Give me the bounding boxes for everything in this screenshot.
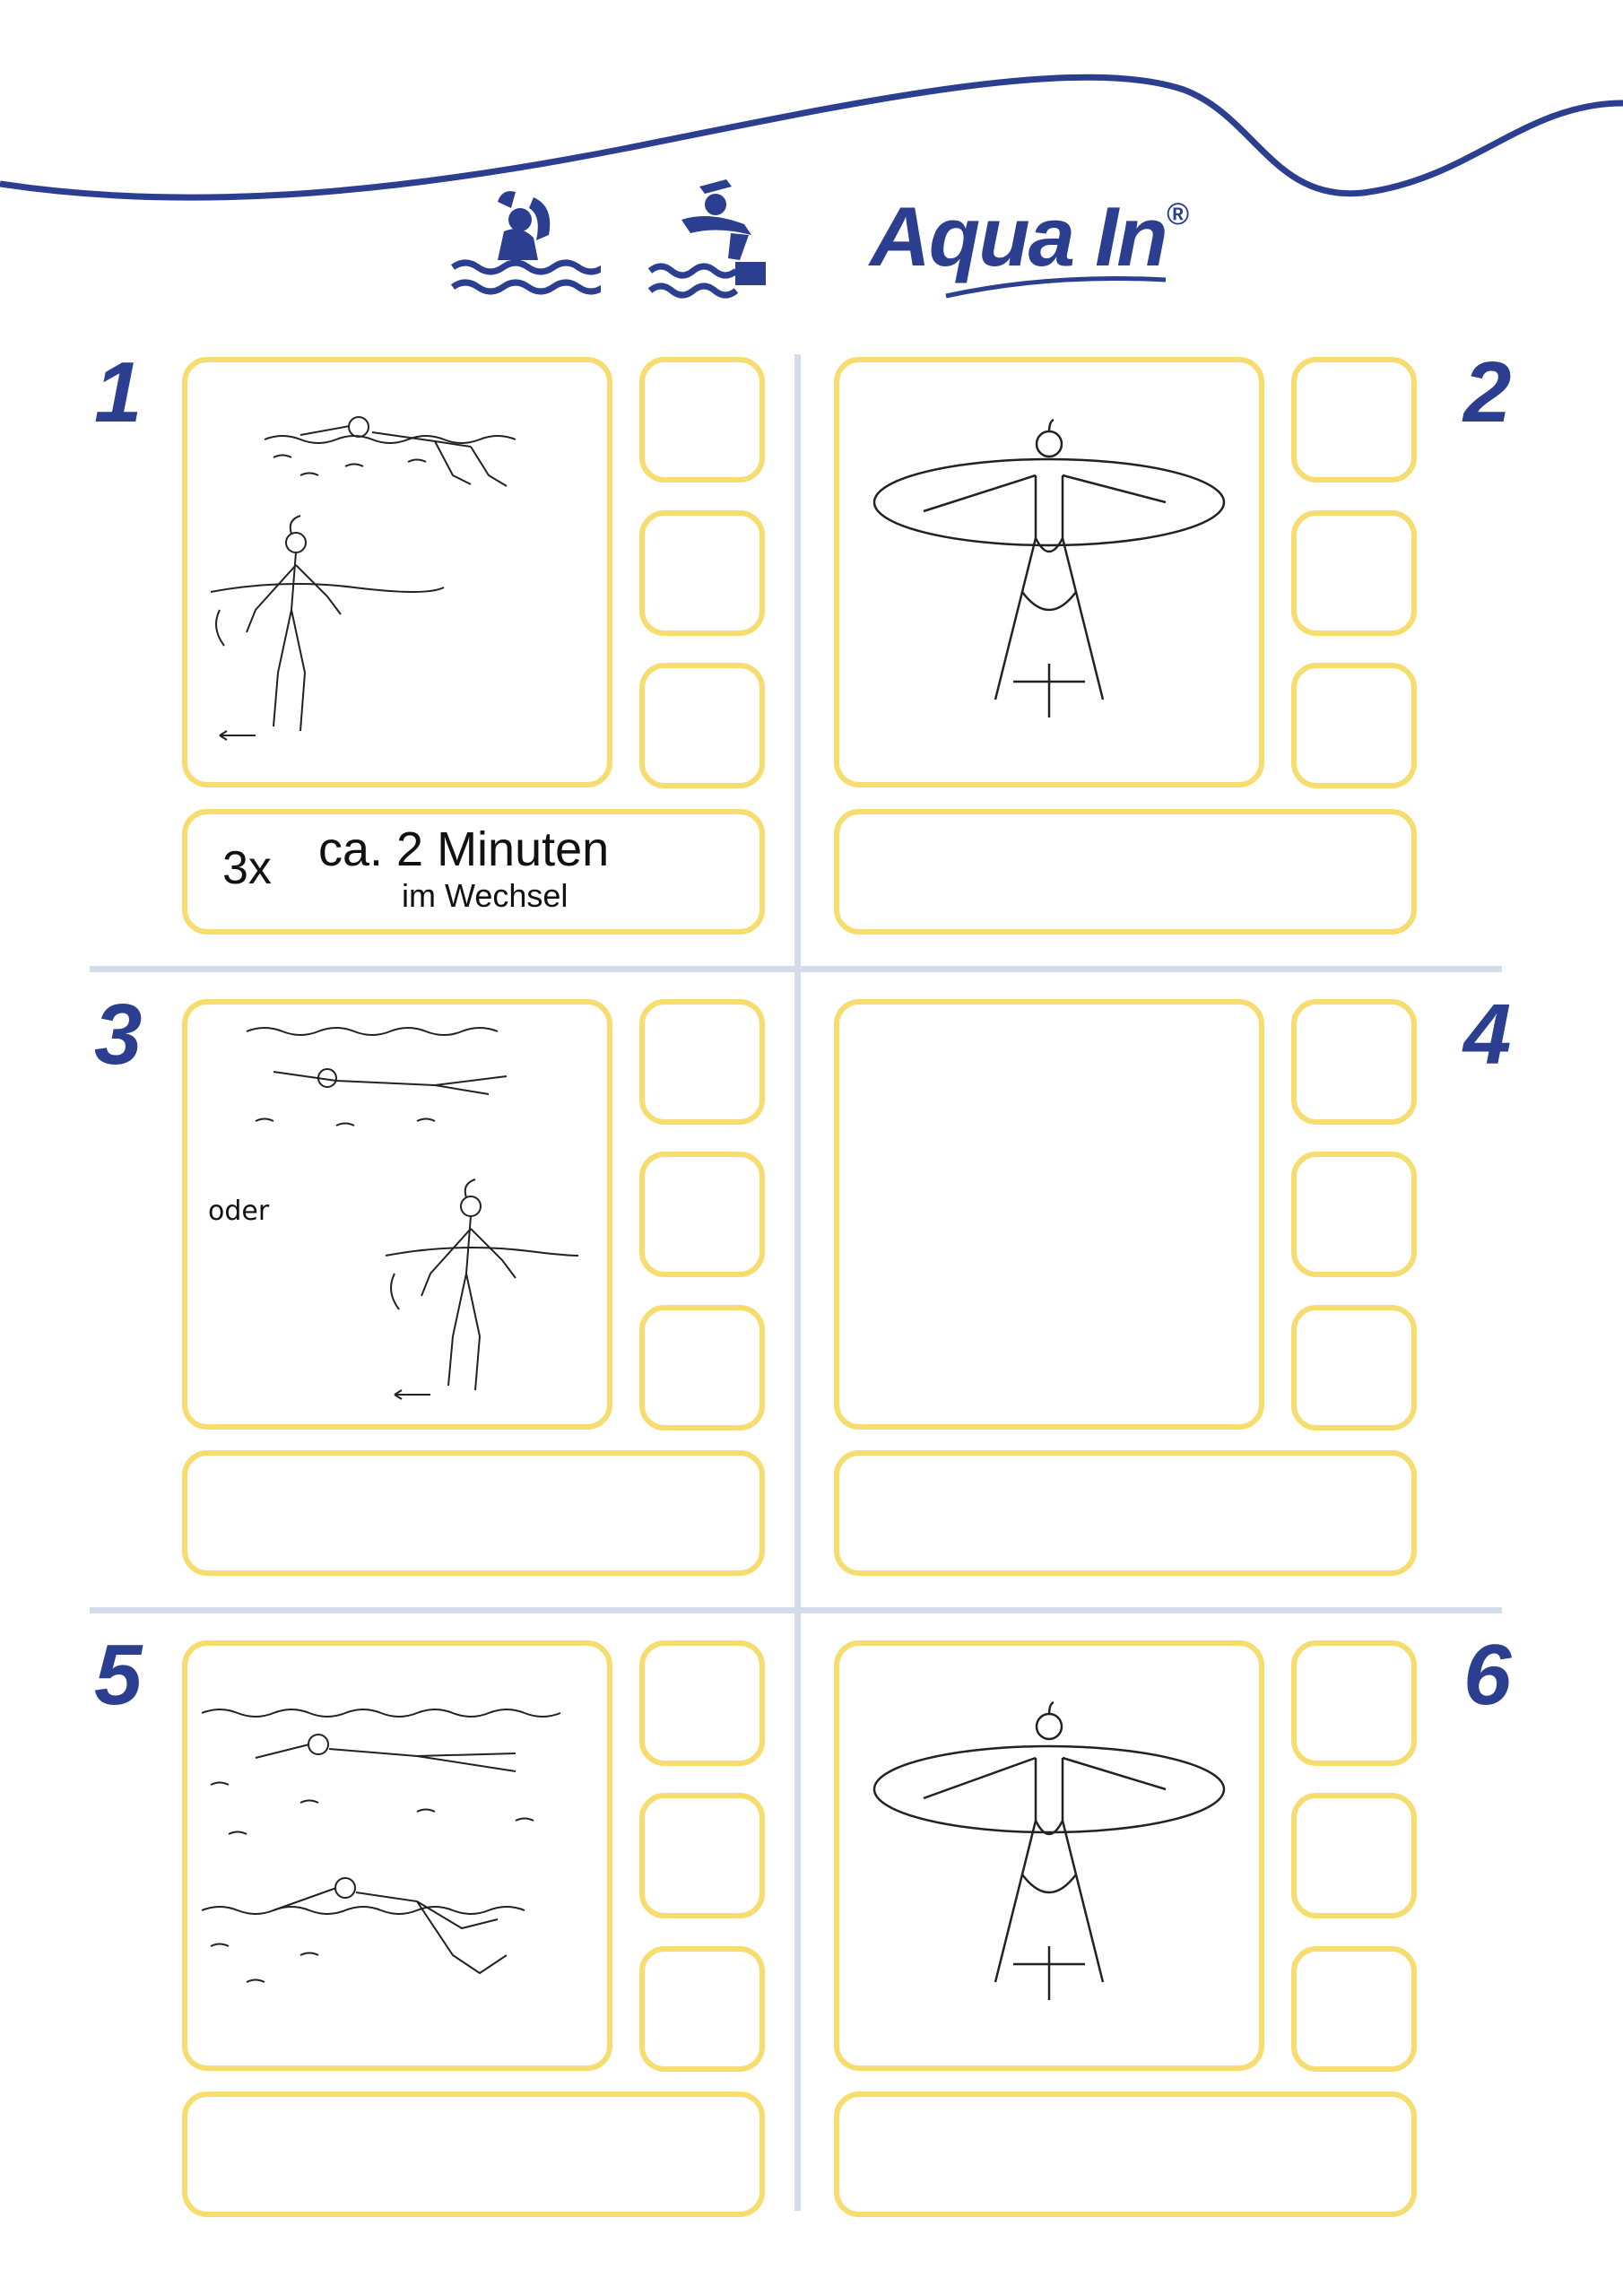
exercise-1-duration: ca. 2 Minuten — [318, 822, 610, 876]
exercise-number-4: 4 — [1463, 987, 1512, 1083]
exercise-6-slot-3 — [1291, 1946, 1417, 2072]
registered-mark: ® — [1166, 197, 1187, 231]
exercise-1-slot-1 — [639, 357, 765, 483]
horizontal-divider-2 — [90, 1607, 1502, 1613]
exercise-2-info-box — [834, 809, 1417, 935]
diver-platform-icon — [646, 179, 771, 300]
swimmer-water-aerobics-icon — [448, 188, 601, 300]
exercise-2-slot-2 — [1291, 510, 1417, 636]
exercise-number-5: 5 — [94, 1627, 143, 1723]
exercise-5-slot-1 — [639, 1640, 765, 1766]
exercise-number-1: 1 — [94, 344, 143, 440]
exercise-1-reps: 3x — [222, 842, 272, 894]
horizontal-divider-1 — [90, 966, 1502, 972]
vertical-divider — [794, 354, 801, 2211]
exercise-number-6: 6 — [1463, 1627, 1512, 1723]
front-float-swim-illustration — [193, 1686, 587, 2045]
header-wave — [0, 0, 1623, 215]
exercise-3-or-label: oder — [208, 1196, 270, 1227]
exercise-4-slot-2 — [1291, 1152, 1417, 1277]
exercise-1-note: im Wechsel — [402, 877, 568, 914]
exercise-3-slot-3 — [639, 1305, 765, 1431]
exercise-1-slot-3 — [639, 663, 765, 788]
exercise-3-slot-1 — [639, 999, 765, 1125]
exercise-number-2: 2 — [1463, 344, 1512, 440]
exercise-4-slot-1 — [1291, 999, 1417, 1125]
exercise-6-slot-2 — [1291, 1793, 1417, 1918]
exercise-4-info-box — [834, 1450, 1417, 1576]
exercise-5-slot-2 — [639, 1793, 765, 1918]
exercise-5-info-box — [182, 2092, 765, 2217]
standing-arm-circles-illustration-2 — [861, 1695, 1237, 2018]
crawl-swim-and-water-walk-illustration — [202, 386, 578, 762]
exercise-1-slot-2 — [639, 510, 765, 636]
exercise-6-info-box — [834, 2092, 1417, 2217]
exercise-6-slot-1 — [1291, 1640, 1417, 1766]
brand-swoosh — [942, 269, 1175, 305]
exercise-5-slot-3 — [639, 1946, 765, 2072]
exercise-2-slot-1 — [1291, 357, 1417, 483]
exercise-3-info-box — [182, 1450, 765, 1576]
exercise-4-image-box — [834, 999, 1264, 1430]
standing-arm-circles-illustration — [861, 413, 1237, 735]
brand-name: Aqua In — [870, 189, 1167, 283]
exercise-4-slot-3 — [1291, 1305, 1417, 1431]
exercise-2-slot-3 — [1291, 663, 1417, 788]
exercise-3-slot-2 — [639, 1152, 765, 1277]
exercise-number-3: 3 — [94, 987, 143, 1083]
